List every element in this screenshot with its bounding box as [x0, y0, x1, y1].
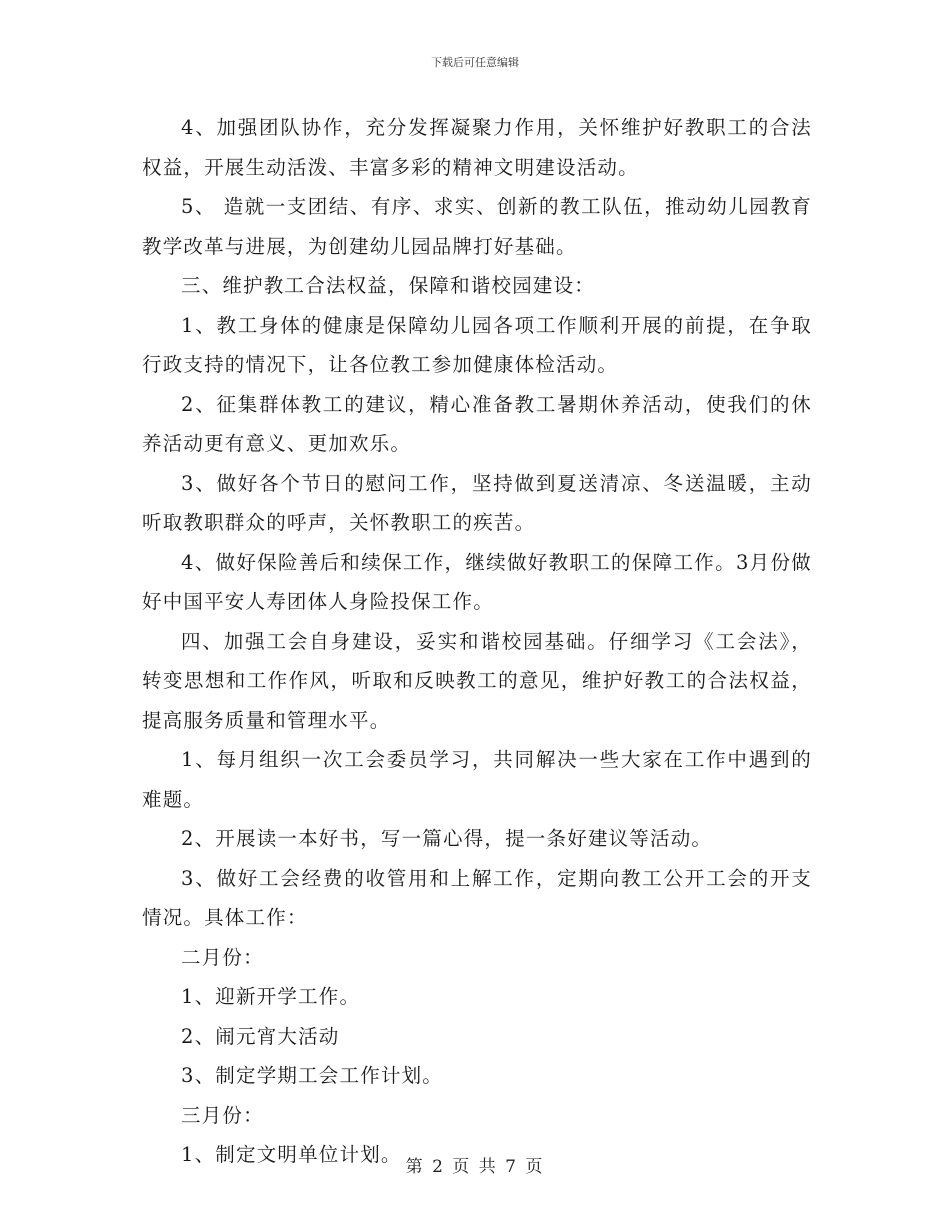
list-item: 3、制定学期工会工作计划。 — [181, 1064, 444, 1087]
paragraph: 3、做好各个节日的慰问工作，坚持做到夏送清凉、冬送温暖，主动听取教职群众的呼声，关怀教职工的疾苦。 — [142, 471, 812, 534]
page-header: 下载后可任意编辑 — [431, 56, 519, 69]
list-item: 2、闹元宵大活动 — [181, 1024, 340, 1048]
paragraph: 4、做好保险善后和续保工作，继续做好教职工的保障工作。3月份做好中国平安人寿团体人身险投保工作。 — [142, 550, 812, 613]
paragraph: 5、 造就一支团结、有序、求实、创新的教工队伍，推动幼儿园教育教学改革与进展，为创建幼儿园品牌打好基础。 — [142, 195, 812, 258]
section-heading: 四、加强工会自身建设，妥实和谐校园基础。仔细学习《工会法》，转变思想和工作作风，听取和反映教工的意见，维护好教工的合法权益，提高服务质量和管理水平。 — [142, 629, 812, 732]
paragraph: 1、教工身体的健康是保障幼儿园各项工作顺利开展的前提，在争取行政支持的情况下，让各位教工参加健康体检活动。 — [142, 313, 812, 376]
paragraph: 3、做好工会经费的收管用和上解工作，定期向教工公开工会的开支情况。具体工作： — [142, 866, 812, 929]
month-heading: 二月份： — [181, 945, 264, 969]
document-body — [142, 108, 812, 1175]
list-item: 1、迎新开学工作。 — [181, 985, 361, 1008]
paragraph: 4、加强团队协作，充分发挥凝聚力作用，关怀维护好教职工的合法权益，开展生动活泼、丰富多彩的精神文明建设活动。 — [142, 116, 812, 179]
list-item: 1、制定文明单位计划。 — [181, 1143, 402, 1166]
paragraph: 2、开展读一本好书，写一篇心得，提一条好建议等活动。 — [181, 827, 713, 850]
month-heading: 三月份： — [181, 1103, 264, 1127]
page-number: 第 2 页 共 7 页 — [405, 1157, 545, 1177]
paragraph: 2、征集群体教工的建议，精心准备教工暑期休养活动，使我们的休养活动更有意义、更加欢乐。 — [142, 392, 812, 455]
paragraph: 1、每月组织一次工会委员学习，共同解决一些大家在工作中遇到的难题。 — [142, 748, 812, 811]
section-heading: 三、维护教工合法权益，保障和谐校园建设： — [181, 274, 596, 297]
